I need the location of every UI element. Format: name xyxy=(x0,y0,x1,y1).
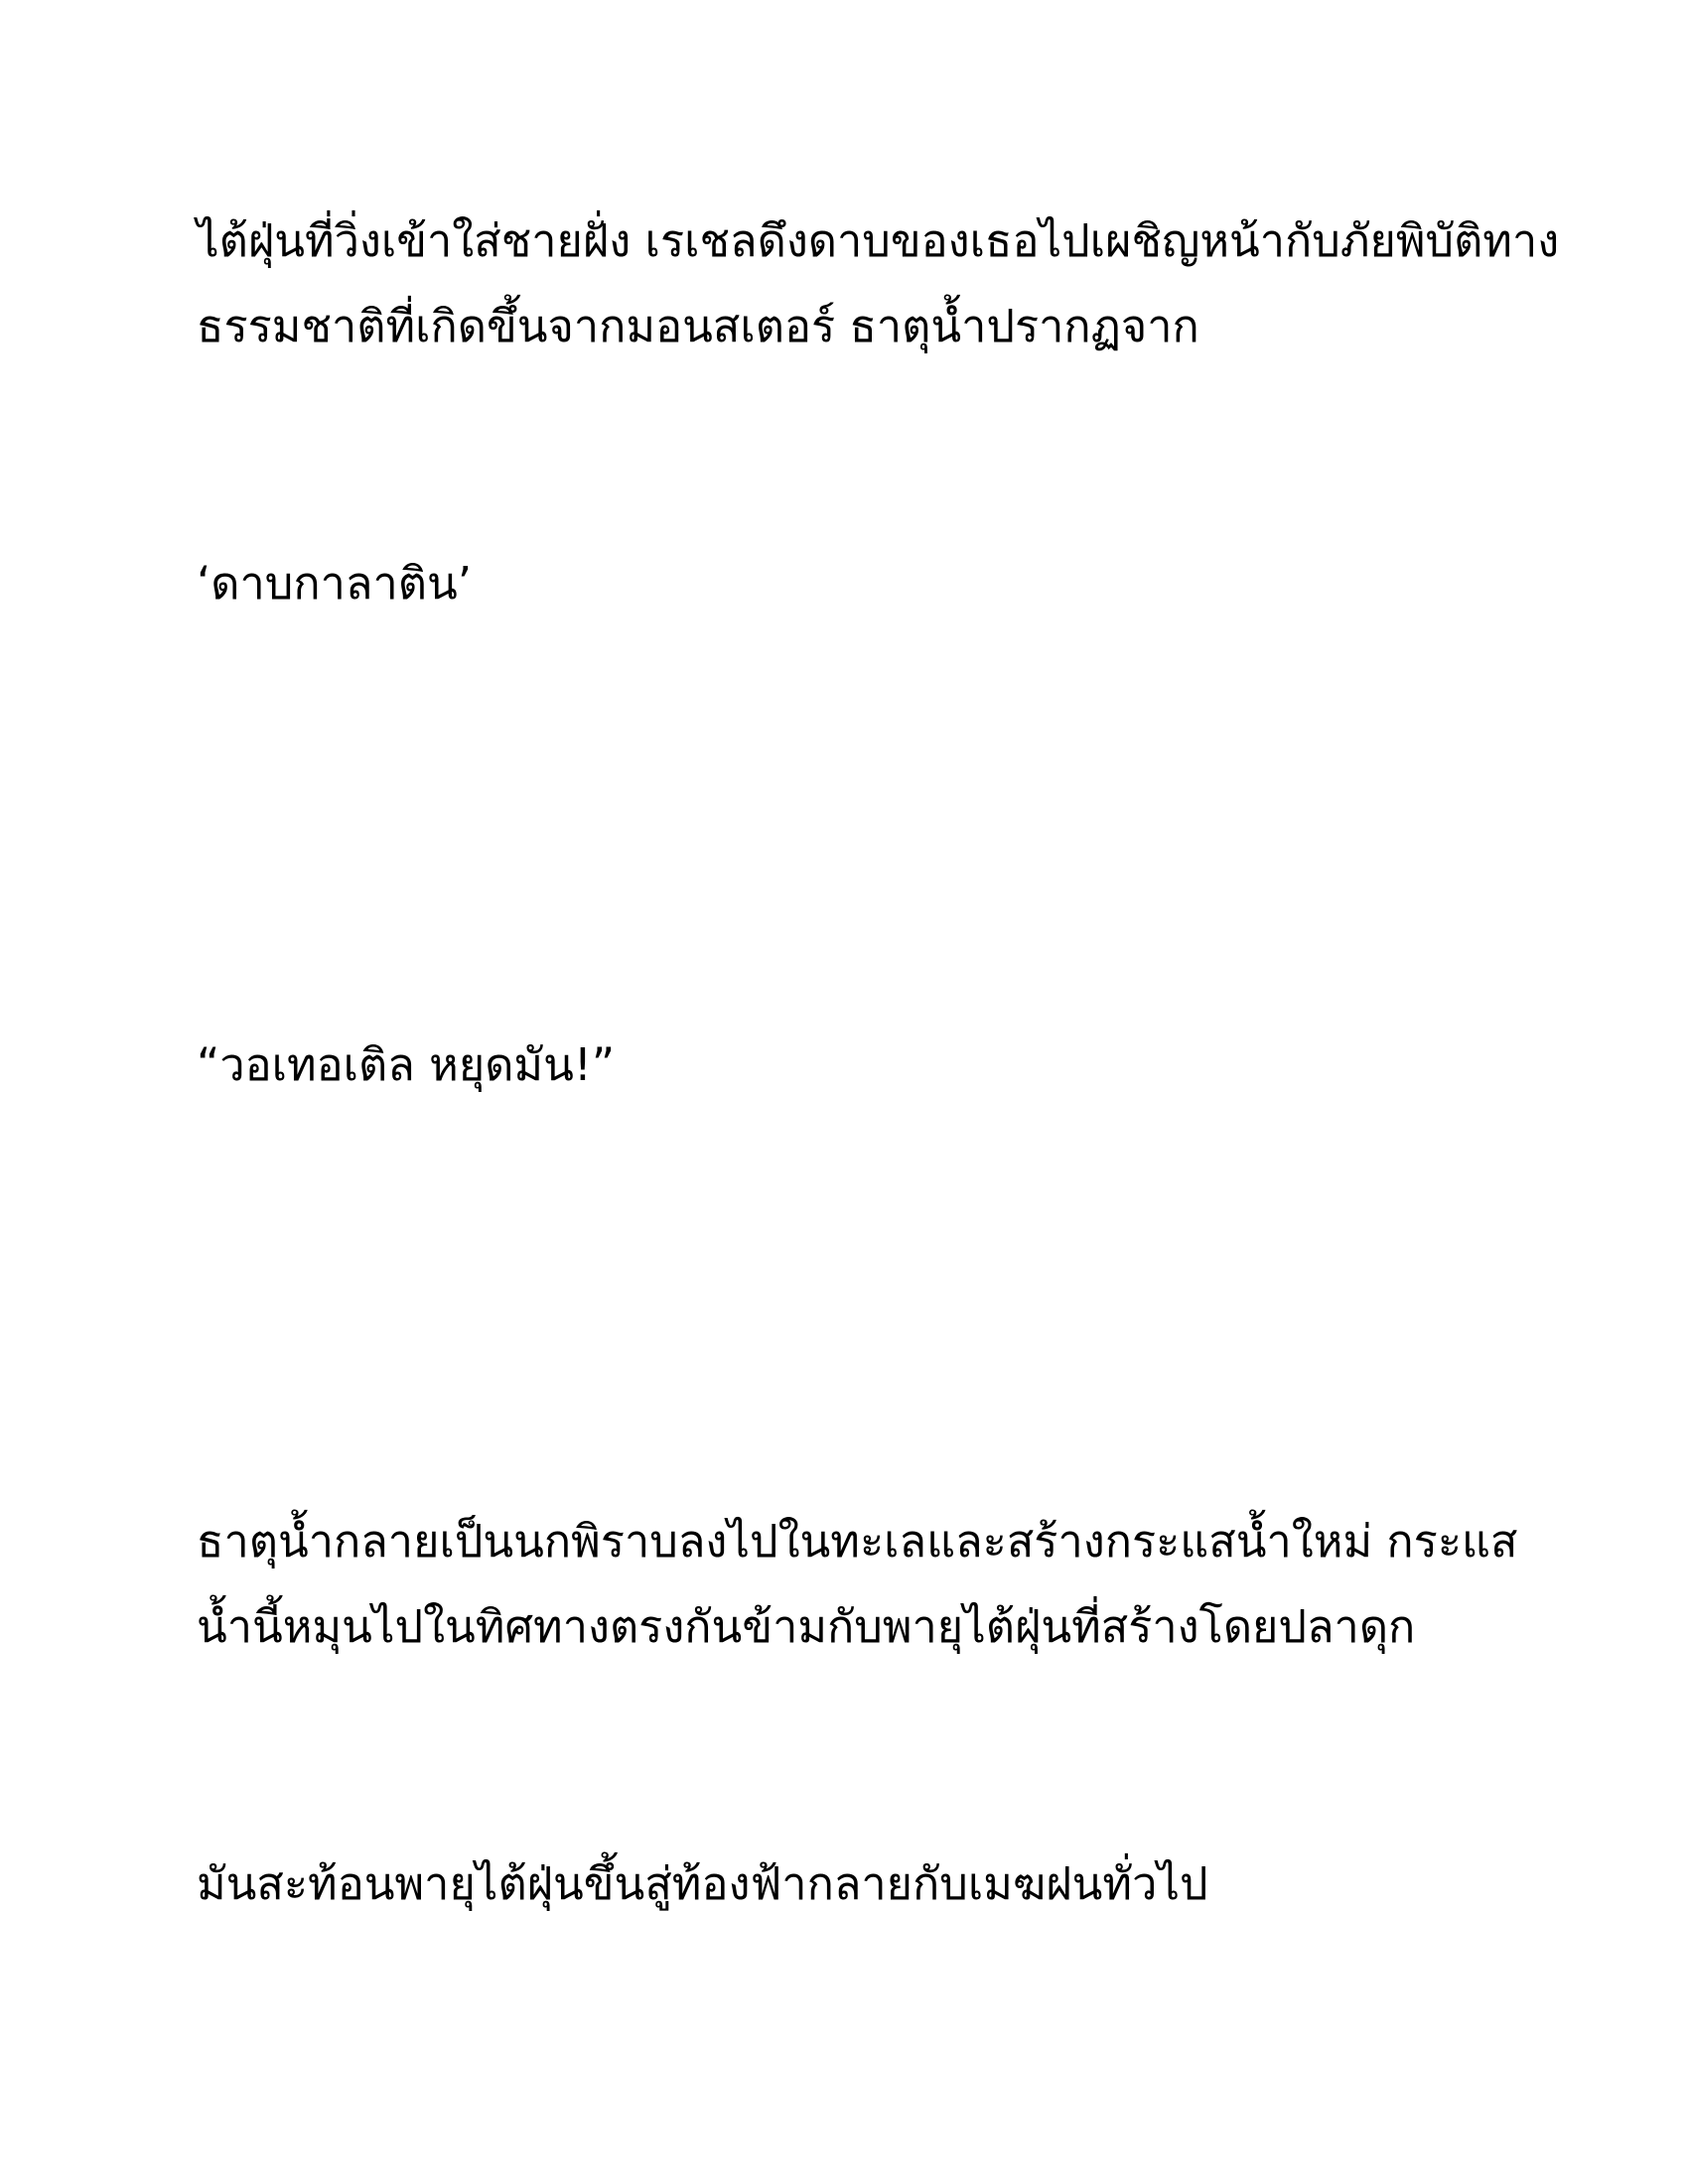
text-line: มันสะท้อนพายุไต้ฝุ่นขึ้นสู่ท้องฟ้ากลายกับเมฆฝนทั่วไป xyxy=(197,1857,1208,1910)
text-line: ‘ดาบกาลาติน’ xyxy=(197,557,473,610)
text-line: ไต้ฝุ่นที่วิ่งเข้าใส่ชายฝั่ง เรเชลดึงดาบของเธอไปเผชิญหน้ากับภัยพิบัติทาง xyxy=(197,214,1560,267)
paragraph-sword-name xyxy=(197,541,1497,626)
paragraph-dialogue xyxy=(197,1023,1497,1108)
paragraph-typhoon-shore xyxy=(197,199,1560,369)
text-line: ธรรมชาติที่เกิดขึ้นจากมอนสเตอร์ ธาตุน้ำปรากฏจาก xyxy=(197,300,1199,352)
text-line: “วอเทอเติล หยุดมัน!” xyxy=(197,1038,616,1091)
text-line: ธาตุน้ำกลายเป็นนกพิราบลงไปในทะเลและสร้างกระแสน้ำใหม่ กระแส xyxy=(197,1515,1518,1568)
text-line: น้ำนี้หมุนไปในทิศทางตรงกันข้ามกับพายุไต้ฝุ่นที่สร้างโดยปลาดุก xyxy=(197,1600,1416,1653)
paragraph-reflect-typhoon xyxy=(197,1842,1497,1927)
paragraph-water-element xyxy=(197,1499,1518,1670)
